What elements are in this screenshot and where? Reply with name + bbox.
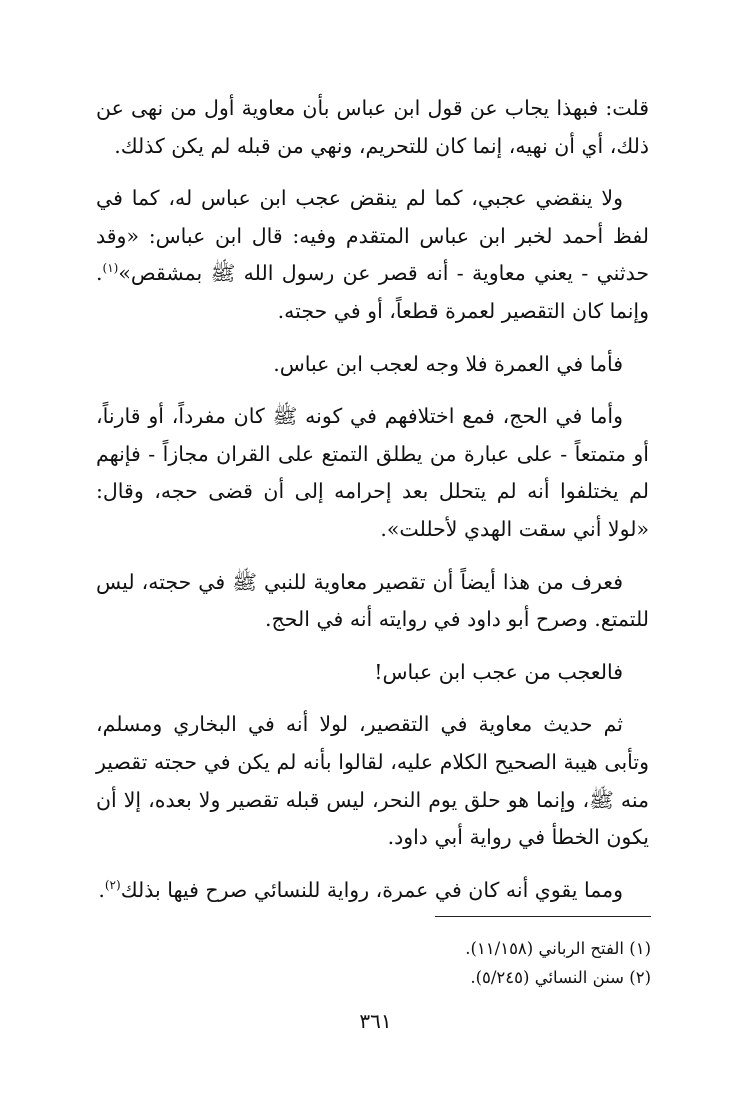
paragraph-2-text: ولا ينقضي عجبي، كما لم ينقض عجب ابن عباس له، كما في لفظ أحمد لخبر ابن عباس المتقدم وفيه: قال ابن عباس: «وقد حدثني - يعني معاوية - أنه قصر عن رسول الله ﷺ بمشقص»	[96, 186, 649, 286]
paragraph-5-text: فعرف من هذا أيضاً أن تقصير معاوية للنبي ﷺ في حجته، ليس للتمتع. وصرح أبو داود في روايته أنه في الحج.	[96, 569, 649, 632]
paragraph-7	[96, 706, 649, 856]
paragraph-4-text: وأما في الحج، فمع اختلافهم في كونه ﷺ كان مفرداً، أو قارناً، أو متمتعاً - على عبارة من يطلق التمتع على القران مجازاً - فإنهم لم يختلفوا أنه لم يتحلل بعد إحرامه إلى أن قضى حجه، وقال: «لولا أني سقت الهدي لأحللت».	[96, 404, 649, 541]
paragraph-7-text: ثم حديث معاوية في التقصير، لولا أنه في البخاري ومسلم، وتأبى هيبة الصحيح الكلام عليه، لقالوا بأنه لم يكن في حجته تقصير منه ﷺ، وإنما هو حلق يوم النحر، ليس قبله تقصير ولا بعده، إلا أن يكون الخطأ في رواية أبي داود.	[96, 712, 649, 850]
paragraph-5	[96, 564, 649, 639]
paragraph-6	[96, 654, 649, 692]
page-number: ٣٦١	[359, 1009, 392, 1033]
main-text	[96, 90, 649, 909]
paragraph-1	[96, 90, 649, 165]
footnote-2: (٢) سنن النسائي (٥/٢٤٥).	[470, 968, 651, 987]
paragraph-8	[96, 872, 649, 910]
paragraph-4	[96, 398, 649, 548]
footnote-divider	[435, 916, 651, 917]
paragraph-8-text: ومما يقوي أنه كان في عمرة، رواية للنسائي صرح فيها بذلك	[120, 877, 623, 902]
footnotes	[251, 934, 651, 992]
paragraph-2	[96, 180, 649, 330]
paragraph-2-tail: . وإنما كان التقصير لعمرة قطعاً، أو في حجته.	[96, 261, 649, 323]
footnote-ref-1: (١)	[102, 261, 119, 276]
paragraph-3	[96, 346, 649, 384]
footnote-1: (١) الفتح الرباني (١١/١٥٨).	[465, 939, 651, 958]
paragraph-3-text: فأما في العمرة فلا وجه لعجب ابن عباس.	[273, 351, 623, 376]
footnote-ref-2: (٢)	[104, 877, 121, 892]
paragraph-8-tail: .	[98, 877, 105, 902]
paragraph-6-text: فالعجب من عجب ابن عباس!	[374, 659, 623, 684]
paragraph-1-text: قلت: فبهذا يجاب عن قول ابن عباس بأن معاوية أول من نهى عن ذلك، أي أن نهيه، إنما كان للتحريم، ونهي من قبله لم يكن كذلك.	[96, 96, 649, 158]
